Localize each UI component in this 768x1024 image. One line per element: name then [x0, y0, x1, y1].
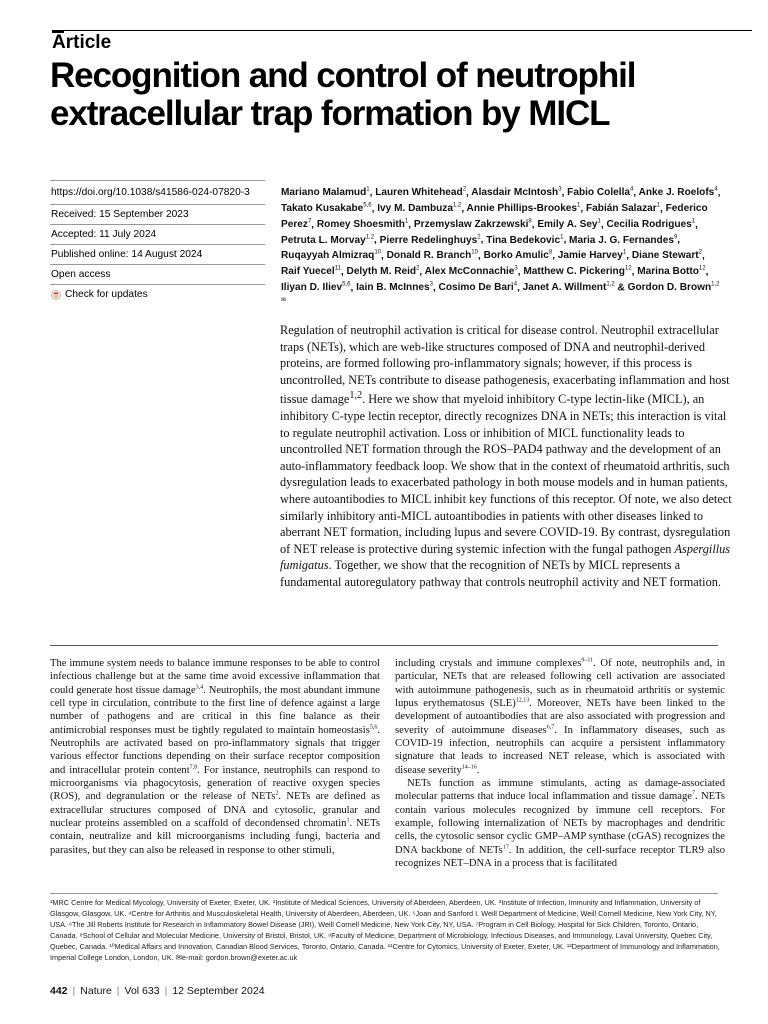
author-name[interactable]: [637, 266, 705, 277]
author-name-text: Emily A. Sey: [537, 218, 598, 230]
author-name[interactable]: [537, 219, 601, 230]
author-name-text: Takato Kusakabe: [281, 203, 364, 215]
author-name-text: Iain B. McInnes: [356, 281, 430, 293]
body-text: . In inflammatory diseases, such as COVID-19 infection, neutrophils can acquire a persistent inflammatory signature that leads to increased NET release, which is associated with disease severity: [395, 724, 726, 776]
author-name[interactable]: [486, 235, 563, 246]
body-column-left: [50, 657, 380, 857]
author-name-text: Lauren Whitehead: [375, 187, 463, 199]
top-rule: [52, 30, 752, 31]
author-name-text: Cecilia Rodrigues: [606, 218, 692, 230]
citation-ref[interactable]: 1: [346, 817, 350, 824]
author-affiliation-ref: 12: [624, 265, 632, 272]
author-name-text: Tina Bedekovic: [486, 234, 561, 246]
published-date: Published online: 14 August 2024: [50, 245, 265, 265]
body-text: The immune system needs to balance immune responses to be able to control infectious challenge but at the same time avoid excessive inflammation that could generate host tissue damage: [50, 658, 380, 696]
author-affiliation-ref: 11: [334, 265, 341, 272]
author-name[interactable]: [632, 250, 702, 261]
author-name-text: Federico Perez: [281, 203, 708, 230]
author-affiliation-ref: 4: [714, 187, 718, 193]
citation-ref[interactable]: 12,13: [515, 697, 530, 704]
body-text: . Of note, neutrophils and, in particular, NETs that are released following cell activation are associated with autoimmune pathogenesis, such as in rheumatoid arthritis or systemic lupus erythematosus (SLE): [395, 658, 725, 710]
author-name-text: Annie Phillips-Brookes: [466, 203, 578, 215]
body-paragraph: [50, 657, 380, 857]
author-name[interactable]: [558, 250, 626, 261]
body-text: . Neutrophils are activated based on pro-inflammatory signals that trigger various effector functions depending on their surface receptor composition and intracellular protein content: [50, 724, 380, 776]
check-for-updates-icon: [51, 290, 61, 300]
body-text: . In addition, the cell-surface receptor TLR9 also recognizes NET–DNA in a process that is facilitated: [395, 844, 725, 870]
author-name-text: Alasdair McIntosh: [471, 187, 559, 199]
author-affiliation-ref: 1: [577, 202, 581, 209]
species-name: Aspergillus fumigatus: [280, 541, 731, 573]
author-name[interactable]: [471, 187, 561, 198]
author-name[interactable]: [523, 282, 615, 293]
author-name[interactable]: [375, 187, 466, 198]
author-affiliation-ref: 12: [698, 265, 706, 272]
author-affiliation-ref: 7: [307, 218, 312, 225]
author-affiliation-ref: 4: [630, 187, 634, 193]
author-affiliation-ref: 2: [477, 234, 481, 241]
author-affiliation-ref: 1: [597, 218, 601, 225]
author-name-text: Fabio Colella: [567, 187, 630, 199]
author-name[interactable]: [567, 187, 633, 198]
author-affiliation-ref: 1,2✉: [281, 281, 720, 304]
author-name-text: Ivy M. Dambuza: [377, 203, 453, 215]
author-affiliation-ref: 10: [471, 250, 478, 257]
accepted-date: Accepted: 11 July 2024: [50, 225, 265, 245]
author-name[interactable]: [439, 282, 518, 293]
citation-ref[interactable]: 2: [275, 790, 279, 797]
author-name[interactable]: [523, 266, 631, 277]
citation-ref[interactable]: 1,2: [349, 390, 363, 402]
author-name-text: Gordon D. Brown: [627, 281, 712, 293]
abstract-text: . Here we show that myeloid inhibitory C-type lectin-like (MICL), an inhibitory C-type lectin receptor, directly recognizes DNA in NETs; this interaction is vital to regulate neutrophil activation. Loss or inhibition of MICL functionality leads to uncontrolled NET formation through the ROS–PAD4 pathway and the development of an auto-inflammatory feedback loop. We show that in the context of rheumatoid arthritis, such dysregulation leads to exacerbated pathology in both mouse models and in human patients, where autoantibodies to MICL inhibit key functions of this receptor. Of note, we also detect similarly inhibitory anti-MICL autoantibodies in patients with other diseases linked to aberrant NET formation, including lupus and severe COVID-19. By contrast, dysregulation of NET release is protective during systemic infection with the fungal pathogen: [280, 392, 732, 556]
author-name-text: Donald R. Branch: [386, 250, 472, 262]
footer-separator: |: [72, 985, 76, 997]
check-for-updates-link[interactable]: [51, 285, 265, 304]
affiliations-footnote: ¹MRC Centre for Medical Mycology, University of Exeter, Exeter, UK. ²Institute of Medical Sciences, University of Aberdeen, Aberdeen, UK. ³Institute of Infection, Immunity and Inflammation, University of Glasgow, Glasgow, UK. ⁴Centre for Arthritis and Musculoskeletal Health, University of Aberdeen, Aberdeen, UK. ⁵Joan and Sanford I. Weill Department of Medicine, Weill Cornell Medicine, New York City, NY, USA. ⁶The Jill Roberts Institute for Research in Inflammatory Bowel Disease (JRI), Weill Cornell Medicine, New York City, NY, USA. ⁷Program in Cell Biology, Hospital for Sick Children, Toronto, Ontario, Canada. ⁸School of Cellular and Molecular Medicine, University of Bristol, Bristol, UK. ⁹Faculty of Medicine, Department of Microbiology, Infectious Diseases, and Immunology, Laval University, Quebec City, Quebec, Canada. ¹⁰Medical Affairs and Innovation, Canadian Blood Services, Toronto, Ontario, Canada. ¹¹Centre for Cytomics, University of Exeter, Exeter, UK. ¹²Department of Immunology and Inflammation, Imperial College London, London, UK. ✉e-mail: gordon.brown@exeter.ac.uk: [50, 898, 720, 963]
doi-link[interactable]: https://doi.org/10.1038/s41586-024-07820-3: [50, 180, 265, 205]
author-name[interactable]: [425, 266, 518, 277]
body-text: NETs function as immune stimulants, acting as damage-associated molecular patterns that induce local inflammation and tissue damage: [395, 778, 725, 803]
author-name-text: Alex McConnachie: [424, 266, 515, 278]
author-affiliation-ref: 9: [673, 234, 678, 241]
footer-separator: |: [116, 985, 120, 997]
author-name[interactable]: [387, 250, 478, 261]
author-name[interactable]: [607, 219, 696, 230]
body-text: . NETs contain, neutralize and kill microorganisms including fungi, bacteria and parasites, but they can also be released in response to other stimuli,: [50, 818, 380, 856]
open-access-label: Open access: [50, 265, 265, 285]
author-affiliation-ref: 10: [374, 250, 381, 257]
article-metadata: [50, 180, 265, 304]
author-affiliation-ref: 1,2: [365, 234, 375, 241]
author-name[interactable]: [377, 203, 461, 214]
author-name[interactable]: [414, 219, 532, 230]
citation-ref[interactable]: 17: [502, 844, 509, 851]
author-name-text: Janet A. Willment: [522, 281, 607, 293]
author-name[interactable]: [569, 235, 677, 246]
author-name-text: Jamie Harvey: [557, 250, 623, 262]
author-name-text: Delyth M. Reid: [346, 266, 417, 278]
abstract-text: Regulation of neutrophil activation is critical for disease control. Neutrophil extracellular traps (NETs), which are web-like structures composed of DNA and neutrophil-derived proteins, are formed following pro-inflammatory signals; however, if this process is uncontrolled, NETs contribute to disease pathogenesis, exacerbating inflammation and host tissue damage: [280, 323, 730, 407]
body-text: . For instance, neutrophils can respond to microorganisms via phagocytosis, generation of reactive oxygen species (ROS), and degranulation or the release of NETs: [50, 764, 381, 803]
author-name[interactable]: [639, 187, 718, 198]
citation-ref[interactable]: 5,6: [369, 724, 378, 731]
received-date: Received: 15 September 2023: [50, 205, 265, 225]
body-text: . Neutrophils, the most abundant immune cell type in circulation, contribute to the first line of defence against a large number of pathogens and are critical in this fine balance as their antimicrobial responses must be tightly regulated to maintain homeostasis: [50, 684, 380, 736]
author-name-text: Pierre Redelinghuys: [379, 234, 478, 246]
author-name-text: Romey Shoesmith: [316, 218, 405, 230]
author-name[interactable]: [484, 250, 553, 261]
author-name-text: Iliyan D. Iliev: [281, 281, 343, 293]
author-name-text: Ruqayyah Almizraq: [281, 250, 375, 262]
author-affiliation-ref: 1: [560, 234, 564, 241]
article-title: Recognition and control of neutrophil extracellular trap formation by MICL: [50, 56, 636, 133]
author-affiliation-ref: 2: [698, 250, 702, 257]
author-affiliation-ref: 5,6: [342, 281, 351, 288]
citation-ref[interactable]: 3,4: [195, 684, 204, 691]
citation-ref[interactable]: 7: [692, 790, 695, 797]
author-name-text: Raif Yuecel: [281, 266, 335, 278]
author-affiliation-ref: 8: [528, 218, 532, 225]
citation-ref[interactable]: 6,7: [546, 724, 555, 731]
author-name-text: Matthew C. Pickering: [523, 266, 625, 278]
citation-ref[interactable]: 14–16: [461, 764, 477, 771]
author-name-text: Marina Botto: [637, 266, 699, 278]
citation-ref[interactable]: 9–11: [581, 657, 594, 664]
author-name[interactable]: [356, 282, 433, 293]
author-name-text: Maria J. G. Fernandes: [569, 234, 674, 246]
author-name[interactable]: [380, 235, 481, 246]
author-affiliation-ref: 3: [558, 187, 562, 193]
author-name-text: Cosimo De Bari: [438, 281, 514, 293]
abstract-divider: [50, 645, 718, 646]
body-paragraph: [395, 777, 725, 870]
author-name-text: Przemyslaw Zakrzewski: [413, 218, 529, 230]
author-name-text: Fabián Salazar: [586, 203, 657, 215]
author-name[interactable]: [281, 282, 351, 293]
author-name-text: Anke J. Roelofs: [638, 187, 715, 199]
author-name[interactable]: [281, 235, 374, 246]
citation-ref[interactable]: 7,8: [189, 764, 198, 771]
footnote-divider: [50, 893, 718, 894]
abstract: [280, 322, 732, 591]
issue-date: 12 September 2024: [172, 985, 265, 997]
author-affiliation-ref: 1: [366, 187, 370, 193]
check-for-updates-label: Check for updates: [65, 289, 148, 300]
author-affiliation-ref: 4: [513, 281, 518, 288]
body-text: . Moreover, NETs have been linked to the development of autoantibodies that are also associated with progression and severity of autoimmune diseases: [395, 698, 725, 736]
author-name-text: Diane Stewart: [631, 250, 699, 262]
author-name-text: Petruta L. Morvay: [281, 234, 366, 246]
author-name-text: Borko Amulic: [483, 250, 549, 262]
author-name[interactable]: [467, 203, 581, 214]
author-name[interactable]: [281, 266, 341, 277]
author-affiliation-ref: 1: [404, 218, 409, 225]
author-name[interactable]: [347, 266, 420, 277]
body-paragraph: [395, 657, 725, 777]
author-name[interactable]: [586, 203, 660, 214]
body-column-right: [395, 657, 725, 871]
author-affiliation-ref: 2: [416, 265, 420, 272]
author-affiliation-ref: 1: [656, 202, 661, 209]
author-list: Mariano Malamud$^1$, Lauren Whitehead$^2$, Alasdair McIntosh$^3$, Fabio Colella$^4$, Anke J. Roelofs$^4$, Takato Kusakabe$^{5,6}$, Ivy M. Dambuza$^{1,2}$, Annie Phillips-Brookes$^1$, Fabián Salazar$^1$, Federico Perez$^7$, Romey Shoesmith$^1$, Przemyslaw Zakrzewski$^8$, Emily A. Sey$^1$, Cecilia Rodrigues$^1$, Petruta L. Morvay$^{1,2}$, Pierre Redelinghuys$^2$, Tina Bedekovic$^1$, Maria J. G. Fernandes$^9$, Ruqayyah Almizraq$^{10}$, Donald R. Branch$^{10}$, Borko Amulic$^8$, Jamie Harvey$^1$, Diane Stewart$^2$, Raif Yuecel$^{11}$, Delyth M. Reid$^2$, Alex McConnachie$^3$, Matthew C. Pickering$^{12}$, Marina Botto$^{12}$, Iliyan D. Iliev$^{5,6}$, Iain B. McInnes$^3$, Cosimo De Bari$^4$, Janet A. Willment$^{1,2}$ & Gordon D. Brown$^{1,2✉}$: [281, 184, 721, 310]
author-affiliation-ref: 2: [462, 187, 467, 193]
author-name-text: Mariano Malamud: [281, 187, 367, 199]
body-text: . NETs contain various molecules recognized by immune cell receptors. For example, following internalization of NETs by macrophages and dendritic cells, the cytosolic sensor cyclic GMP–AMP synthase (cGAS) recognizes the DNA backbone of NETs: [395, 791, 725, 856]
author-name[interactable]: [281, 203, 372, 214]
check-updates-row: [50, 285, 265, 304]
author-affiliation-ref: 5,6: [363, 202, 372, 209]
author-affiliation-ref: 8: [548, 250, 553, 257]
author-name[interactable]: [317, 219, 408, 230]
author-affiliation-ref: 3: [429, 281, 433, 288]
page-number: 442: [50, 985, 68, 997]
author-affiliation-ref: 3: [514, 265, 518, 272]
body-text: . NETs are defined as extracellular structures composed of DNA and cytosolic, granular and nuclear proteins assembled on a scaffold of decondensed chromatin: [50, 791, 380, 830]
article-type-label: Article: [52, 32, 112, 53]
author-affiliation-ref: 1,2: [606, 281, 615, 288]
abstract-text: . Together, we show that the recognition of NETs by MICL represents a fundamental autoregulatory pathway that controls neutrophil activity and NET formation.: [280, 558, 721, 589]
author-affiliation-ref: 1: [622, 250, 627, 257]
volume-number: Vol 633: [124, 985, 160, 997]
body-text: including crystals and immune complexes: [395, 658, 582, 669]
footer-separator: |: [164, 985, 168, 997]
author-name[interactable]: [281, 187, 370, 198]
page-footer: [50, 985, 265, 997]
journal-name: Nature: [80, 985, 112, 997]
author-affiliation-ref: 1: [691, 218, 696, 225]
author-name[interactable]: [281, 250, 381, 261]
body-text: .: [476, 764, 480, 776]
author-affiliation-ref: 1,2: [452, 202, 462, 209]
